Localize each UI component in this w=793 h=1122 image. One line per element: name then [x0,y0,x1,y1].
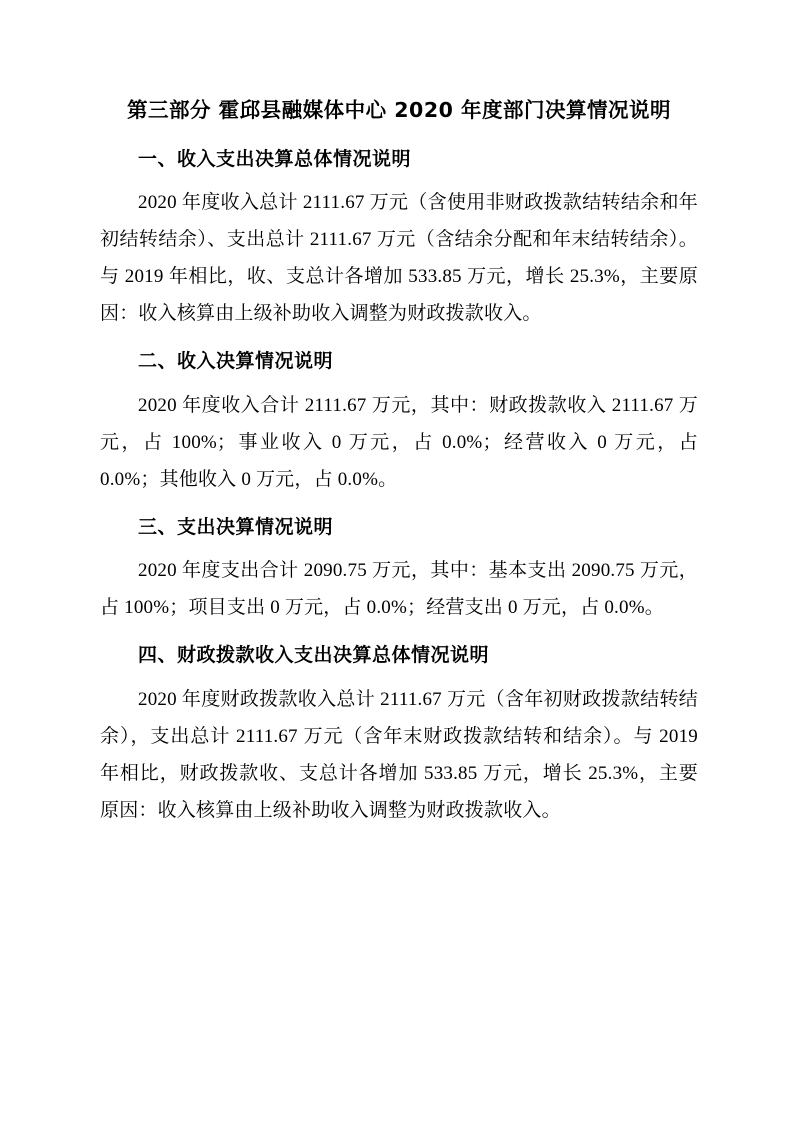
section-paragraph-3: 2020 年度支出合计 2090.75 万元，其中：基本支出 2090.75 万元，占 100%；项目支出 0 万元，占 0.0%；经营支出 0 万元，占 0.0%。 [100,560,698,619]
section-heading-1: 一、收入支出决算总体情况说明 [138,147,412,170]
section-paragraph-4: 2020 年度财政拨款收入总计 2111.67 万元（含年初财政拨款结转结余），支出总计 2111.67 万元（含年末财政拨款结转和结余）。与 2019 年相比，财政拨款收、支总计各增加 533.85 万元，增长 25.3%，主要原因：收入核算由上级补助收入调整为财政拨款收入。 [100,688,698,821]
section-heading-3: 三、支出决算情况说明 [138,515,334,538]
section-paragraph-2: 2020 年度收入合计 2111.67 万元，其中：财政拨款收入 2111.67 万元，占 100%；事业收入 0 万元，占 0.0%；经营收入 0 万元，占 0.0%；其他收入 0 万元，占 0.0%。 [100,394,698,490]
section-heading-4: 四、财政拨款收入支出决算总体情况说明 [138,644,490,667]
section-paragraph-1: 2020 年度收入总计 2111.67 万元（含使用非财政拨款结转结余和年初结转结余）、支出总计 2111.67 万元（含结余分配和年末结转结余）。与 2019 年相比，收、支总计各增加 533.85 万元，增长 25.3%，主要原因：收入核算由上级补助收入调整为财政拨款收入。 [100,192,698,325]
page-title: 第三部分 霍邱县融媒体中心 2020 年度部门决算情况说明 [127,98,671,122]
section-heading-2: 二、收入决算情况说明 [138,350,334,373]
